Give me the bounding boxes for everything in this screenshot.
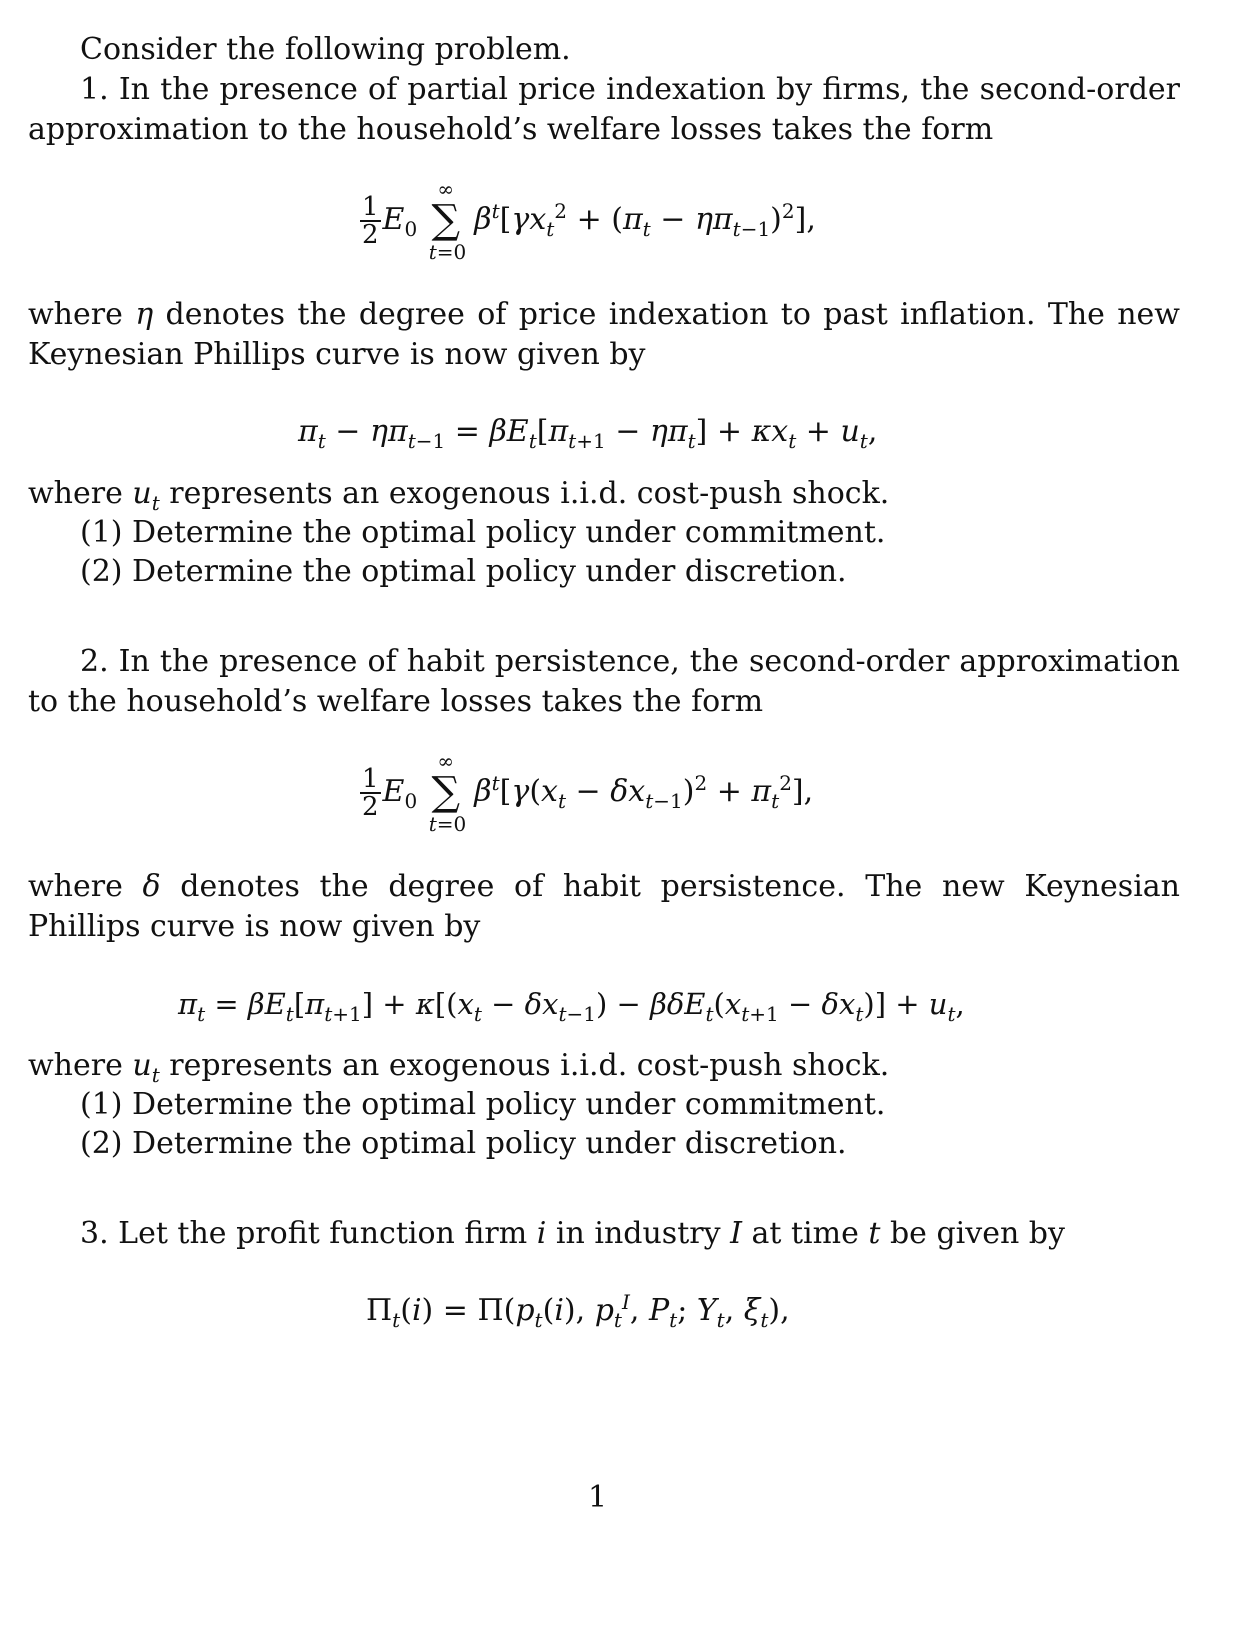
problem-2-phillips-curve: $\pi_t = \beta E_t[\pi_{t+1}] + \kappa[(x_t - \delta x_{t-1}) - \beta\delta E_t(x_{t+1} - \delta x_t)] + u_t$, xyxy=(178,987,965,1026)
problem-1-item-2: (2) Determine the optimal policy under discretion. xyxy=(80,554,847,589)
problem-3-intro: 3. Let the profit function firm i in industry I at time t be given by xyxy=(80,1216,1065,1251)
problem-2-delta-definition: where δ denotes the degree of habit persistence. The new Keynesian Phillips curve is now given by xyxy=(28,869,1180,944)
problem-1-shock-definition: where $u_t$ represents an exogenous i.i.d. cost-push shock. xyxy=(28,476,890,515)
problem-1-item-1: (1) Determine the optimal policy under commitment. xyxy=(80,515,886,550)
page-number: 1 xyxy=(588,1480,608,1515)
problem-2-intro: 2. In the presence of habit persistence, the second-order approximation to the household’s welfare losses takes the form xyxy=(28,644,1180,719)
problem-1-phillips-curve: $\pi_t - \eta\pi_{t-1} = \beta E_t[\pi_{t+1} - \eta\pi_t] + \kappa x_t + u_t$, xyxy=(298,414,878,453)
problem-2-item-1: (1) Determine the optimal policy under commitment. xyxy=(80,1087,886,1122)
problem-2-loss-equation: $\frac{1}{2}$ $E_0$ ∞ ∑ t=0 $\beta^t[\gamma(x_t - \delta x_{t-1})^2 + \pi_t^2]$, xyxy=(362,749,814,836)
problem-1-intro: 1. In the presence of partial price indexation by firms, the second-order approximation to the household’s welfare losses takes the form xyxy=(28,72,1180,147)
problem-2-shock-definition: where $u_t$ represents an exogenous i.i.d. cost-push shock. xyxy=(28,1048,890,1087)
problem-3-profit-equation: $\Pi_t(i) = \Pi(p_t(i)$, $p_t^I$, $P_t$; $Y_t$, $\xi_t$), xyxy=(366,1290,790,1332)
intro-line: Consider the following problem. xyxy=(80,32,571,67)
problem-1-eta-definition: where η denotes the degree of price indexation to past inflation. The new Keynesian Phillips curve is now given by xyxy=(28,297,1180,372)
problem-2-item-2: (2) Determine the optimal policy under discretion. xyxy=(80,1126,847,1161)
problem-1-loss-equation: $\frac{1}{2}$ $E_0$ ∞ ∑ t=0 $\beta^t[\gamma x_t^2 + (\pi_t - \eta\pi_{t-1})^2]$, xyxy=(362,177,816,264)
